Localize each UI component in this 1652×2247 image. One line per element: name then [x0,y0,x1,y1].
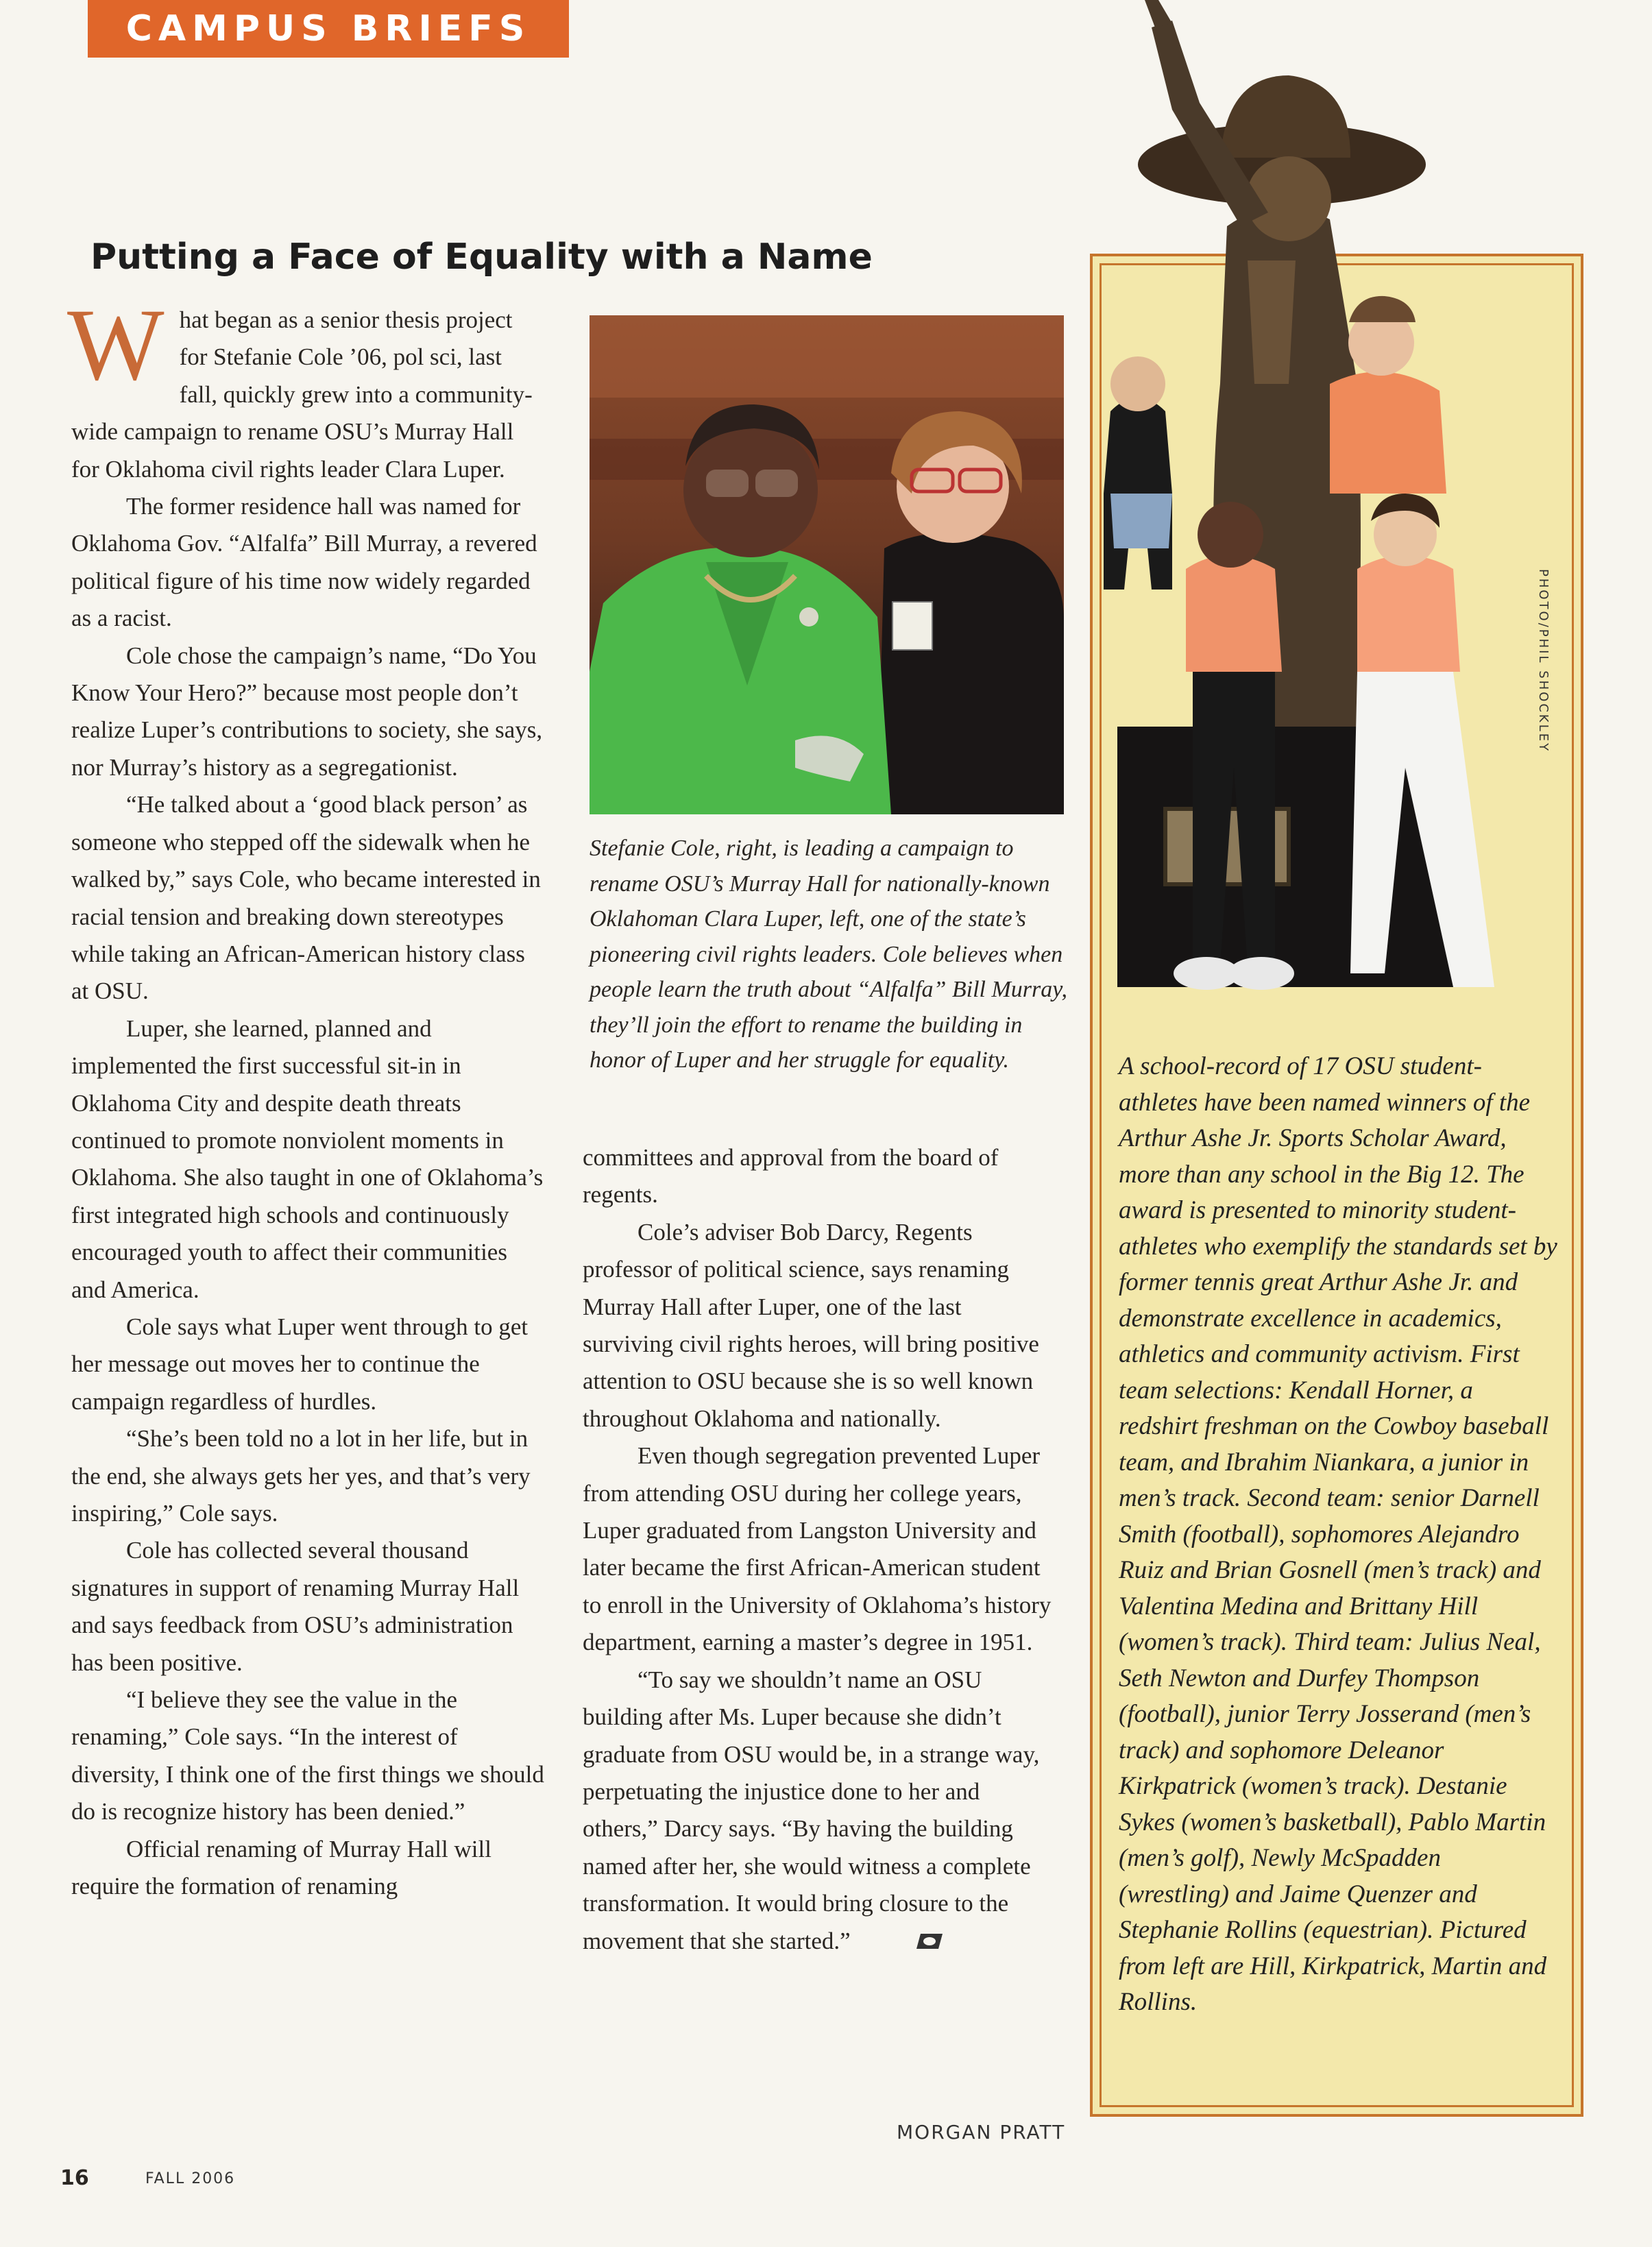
paragraph: Cole’s adviser Bob Darcy, Regents professor of political science, says renaming Murray Hall after Luper, one of the last surviving civil rights heroes, will bring positive attention to OSU because she is so well known throughout Oklahoma and nationally. [583,1218,1039,1432]
statue-photo-illustration [1069,0,1577,1056]
article-column-2 [583,1139,1057,1962]
photo-statue-athletes [1069,0,1577,1056]
photo-caption: Stefanie Cole, right, is leading a campaign to rename OSU’s Murray Hall for nationally-known Oklahoman Clara Luper, left, one of the state’s pioneering civil rights leaders. Cole believes when people learn the truth about “Alfalfa” Bill Murray, they’ll join the effort to rename the building in honor of Luper and her struggle for equality. [590,836,1067,1073]
photo-illustration [590,315,1064,814]
paragraph: Even though segregation prevented Luper from attending OSU during her college years, Luper graduated from Langston University and later became the first African-American student to enroll in the University of Oklahoma’s history department, earning a master’s degree in 1951. [583,1442,1052,1656]
paragraph: Cole says what Luper went through to get her message out moves her to continue the campaign regardless of hurdles. [71,1313,529,1415]
issue-date: FALL 2006 [145,2170,236,2187]
photo-cole-and-luper [590,315,1064,814]
paragraph: “She’s been told no a lot in her life, but in the end, she always gets her yes, and that’s very inspiring,” Cole says. [71,1425,531,1527]
article-column-1 [67,288,546,1905]
end-mark-icon [860,1924,944,1961]
paragraph-text: “To say we shouldn’t name an OSU building after Ms. Luper because she didn’t graduate from OSU would be, in a strange way, perpetuating the injustice done to her and others,” Darcy says. “By having the building named after her, she would witness a complete transformation. It would bring closure to the movement that she started.” [583,1666,1040,1954]
byline: MORGAN PRATT [897,2121,1066,2143]
section-tag: CAMPUS BRIEFS [88,0,569,58]
paragraph: Cole chose the campaign’s name, “Do You Know Your Hero?” because most people don’t realize Luper’s contributions to society, she says, nor Murray’s history as a segregationist. [71,642,543,781]
paragraph [583,1662,1057,1962]
paragraph: Cole has collected several thousand signatures in support of renaming Murray Hall and says feedback from OSU’s administration has been positive. [71,1537,520,1676]
lead-paragraph [67,288,546,488]
paragraph-continuation: committees and approval from the board of regents. [583,1144,999,1208]
drop-cap: W [67,288,165,402]
article-headline: Putting a Face of Equality with a Name [90,236,873,278]
paragraph: “I believe they see the value in the renaming,” Cole says. “In the interest of diversity, I think one of the first things we should do is recognize history has been denied.” [71,1686,544,1825]
paragraph: The former residence hall was named for Oklahoma Gov. “Alfalfa” Bill Murray, a revered political figure of his time now widely regarded as a racist. [71,493,537,632]
page-number: 16 [60,2166,89,2190]
sidebar-text: A school-record of 17 OSU student-athletes have been named winners of the Arthur Ashe Jr. Sports Scholar Award, more than any school in the Big 12. The award is presented to minority student-athletes who exemplify the standards set by former tennis great Arthur Ashe Jr. and demonstrate excellence in academics, athletics and community activism. First team selections: Kendall Horner, a redshirt freshman on the Cowboy baseball team, and Ibrahim Niankara, a junior in men’s track. Second team: senior Darnell Smith (football), sophomores Alejandro Ruiz and Brian Gosnell (men’s track) and Valentina Medina and Brittany Hill (women’s track). Third team: Julius Neal, Seth Newton and Durfey Thompson (football), junior Terry Josserand (men’s track) and sophomore Deleanor Kirkpatrick (women’s track). Destanie Sykes (women’s basketball), Pablo Martin (men’s golf), Newly McSpadden (wrestling) and Jaime Quenzer and Stephanie Rollins (equestrian). Pictured from left are Hill, Kirkpatrick, Martin and Rollins. [1119,1052,1557,2016]
paragraph: Official renaming of Murray Hall will require the formation of renaming [71,1835,491,1900]
paragraph: “He talked about a ‘good black person’ as someone who stepped off the sidewalk when he walked by,” says Cole, who became interested in racial tension and breaking down stereotypes while taking an African-American history class at OSU. [71,791,541,1005]
lead-paragraph-text: hat began as a senior thesis project for Stefanie Cole ’06, pol sci, last fall, quickly grew into a community-wide campaign to rename OSU’s Murray Hall for Oklahoma civil rights leader Clara Luper. [71,306,533,483]
photo-credit: PHOTO/PHIL SHOCKLEY [1536,569,1551,753]
paragraph: Luper, she learned, planned and implemented the first successful sit-in in Oklahoma City and despite death threats continued to promote nonviolent moments in Oklahoma. She also taught in one of Oklahoma’s first integrated high schools and continuously encouraged youth to affect their communities and America. [71,1015,544,1303]
